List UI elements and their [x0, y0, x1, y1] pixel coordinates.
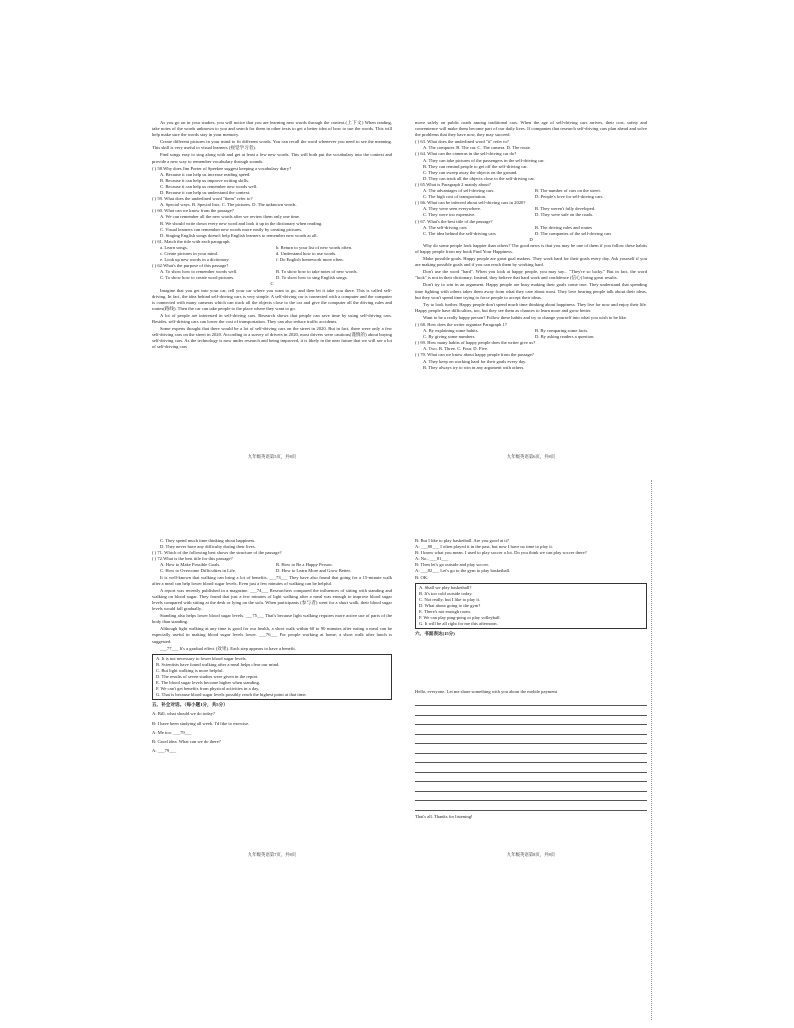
writing-closer: That's all. Thanks for listening! — [415, 813, 473, 819]
paragraph: Standing also helps lower blood sugar levels. ___75___ That's because light walking requires more active use of parts of the body than standing. — [152, 613, 392, 625]
option: B. How to Be a Happy Person. — [276, 562, 333, 568]
box-option: C. But light walking is more helpful. — [156, 667, 224, 673]
paragraph: Create different pictures in your mind to fit different words. You can recall the word whenever you need to see the meaning. This skill is very useful to visual learners (视觉学习者). — [152, 139, 392, 151]
page-footer: 九年级英语第8页，共8页 — [506, 851, 556, 857]
option: D. They were safe on the roads. — [535, 212, 594, 218]
box-option: C. Not really, but I like to play it. — [419, 596, 481, 602]
option: C. How to Overcome Difficulties in Life. — [160, 568, 236, 574]
match-item: a. Learn songs. — [160, 244, 188, 250]
page-8 — [415, 538, 647, 858]
option: D. Because it can help us understand the context. — [160, 190, 251, 196]
dialogue-line: B: OK. — [415, 574, 429, 580]
question-71: ( ) 71. Which of the following best shows the structure of the passage? — [152, 550, 282, 556]
option: A. Special ways. B. Special lists. C. The pictures. D. The unknown words. — [160, 202, 297, 208]
box-option: D. The results of seven studies were given in the report. — [156, 673, 259, 679]
question-60: ( ) 60. What can we know from the passage? — [152, 208, 234, 214]
box-option: G. That is because blood sugar levels possibly reach the highest point at that time. — [156, 692, 307, 698]
question-65: ( ) 65.What is Paragraph 2 mainly about? — [415, 181, 491, 187]
section-heading: 五、补全对话。（每小题1分，共5分） — [152, 702, 228, 708]
question-64: ( ) 64. What can the cameras in the self-driving car do? — [415, 151, 517, 157]
option: B. The number of cars on the street. — [535, 188, 601, 194]
option: A. Because it can help us increase reading speed. — [160, 171, 251, 177]
passage-letter: D — [529, 236, 533, 242]
dialogue-line: B: I know what you mean. I used to play soccer a lot. Do you think we can play soccer there? — [415, 550, 587, 556]
dialogue-line: A: ___82___ Let's go to the gym to play basketball. — [415, 568, 511, 574]
dialogue-line: A: Me too. ___79___ — [152, 729, 192, 735]
option: A. They were seen everywhere. — [423, 206, 482, 212]
question-62: ( ) 62.What's the purpose of this passage? — [152, 263, 229, 269]
question-72: ( ) 72.What is the best title for this passage? — [152, 556, 233, 562]
option: A. They keep on working hard for their goals every day. — [423, 358, 527, 364]
writing-opener: Hello, everyone. Let me share something with you about the mobile payment — [415, 689, 557, 695]
page-5 — [152, 120, 392, 460]
option: D. How to Learn More and Grow Better. — [276, 568, 351, 574]
option: B. They can remind people to get off the self-driving car. — [423, 163, 528, 169]
option: D. By asking readers a question. — [535, 334, 595, 340]
box-option: G. It will be all right for me this afternoon. — [419, 621, 498, 627]
option: B. They weren't fully developed. — [535, 206, 596, 212]
section-heading: 六、书面表达(15分) — [415, 631, 455, 637]
option: C. Because it can help us remember new words well. — [160, 183, 258, 189]
paragraph: Want to be a really happy person? Follow these habits and try to change yourself into what you wish to be like. — [423, 314, 628, 320]
paragraph: Some experts thought that there would be a lot of self-driving cars on the street in 2020. But in fact, there were only a few self-driving cars on the street in 2020. According to a survey of drivers in 2020, most drivers were cautious(谨慎的) about buying self-driving cars. As the technology is now under research and being improved, it is likely in the near future that we will see a lot of self-driving cars — [152, 326, 392, 350]
option: B. By comparing some facts. — [535, 328, 589, 334]
option: C. The idea behind the self-driving cars — [423, 230, 496, 236]
option: D. People's love for self-driving cars. — [535, 194, 604, 200]
page-footer: 九年级英语第6页，共8页 — [506, 453, 556, 459]
option: B. We should write down every new word and look it up in the dictionary when reading. — [160, 220, 323, 226]
option: C. They spend much time thinking about happiness. — [160, 538, 256, 543]
options-box — [152, 654, 392, 701]
option: C. They were too expensive. — [423, 212, 476, 218]
options-grid — [160, 562, 392, 574]
option: A. The computer. B. The car. C. The camera. D. The route. — [423, 145, 531, 151]
paragraph: It is well-known that walking can bring a lot of benefits. ___73___ They have also found that going for a 15-minute walk after a meal can help lower blood sugar levels. Even just a few minutes of walking can be helpful. — [152, 574, 392, 586]
option: C. By giving some numbers. — [423, 334, 476, 340]
option: D. They never have any difficulty during their lives. — [160, 544, 256, 550]
paragraph: A lot of people are interested in self-driving cars. Research shows that people can save time by using self-driving cars. Besides, self-driving cars can lower the cost of transportation. They can also reduce traffic accidents. — [152, 312, 392, 324]
dialogue-line: A: ___79___ — [152, 747, 177, 753]
question-67: ( ) 67. What's the best title of the passage? — [415, 218, 493, 224]
cut-line — [651, 480, 652, 1020]
option: A. They can take pictures of the passengers in the self-driving car. — [423, 157, 545, 163]
page-7 — [152, 538, 392, 858]
option: A. Two. B. Three. C. Four. D. Five. — [423, 346, 489, 352]
paragraph: Although light walking at any time is good for our health, a short walk within 60 to 90 minutes after eating a meal can be especially useful in making blood sugar levels lower. ___76___ For people working at home, a short walk after lunch is suggested. — [152, 626, 392, 644]
match-table — [160, 245, 392, 263]
option: A. To show how to remember words well. — [160, 269, 238, 275]
box-option: B. Scientists have found walking after a meal helps clear our mind. — [156, 661, 280, 667]
option: B. Because it can help us improve writing skills. — [160, 177, 250, 183]
page-6 — [415, 120, 647, 460]
passage-letter: C — [270, 281, 274, 287]
option: C. They can sweep away the objects on the ground. — [423, 169, 518, 175]
question-61: ( ) 61. Match the title with each paragraph. — [152, 238, 231, 244]
box-option: F. We can play ping-pong or play volleyball. — [419, 615, 501, 621]
box-option: F. We can't get benefits from physical activities in a day. — [156, 686, 260, 692]
paragraph: As you go on in your studies, you will notice that you are learning new words through the context.(上下文) When reading, take notes of the words unknown to you and search for them in other texts to get a better idea of how to use the words. This will help make sure the words stay in your memory. — [152, 120, 392, 138]
option: B. The driving rules and routes — [535, 224, 593, 230]
box-option: E. There's not enough room. — [419, 609, 472, 615]
box-option: B. It's too cold outside today. — [419, 590, 473, 596]
box-option: A. It is not necessary to lower blood sugar levels. — [156, 655, 247, 661]
paragraph: move safely on public roads among traditional cars. When the age of self-driving cars arrives, their cost, safety and convenience will make them become part of our daily lives. If companies that research self-driving cars plan ahead and solve the problems that they have now, they may succeed. — [415, 120, 647, 138]
dialogue-line: A: Bill, what should we do today? — [152, 711, 215, 717]
question-63: ( ) 63. What does the underlined word "it" refer to? — [415, 139, 509, 145]
match-item: e. Look up new words in a dictionary. — [160, 257, 230, 263]
question-59: ( ) 59. What does the underlined word "them" refer to? — [152, 196, 253, 202]
dialogue-line: B: Then let's go outside and play soccer. — [415, 562, 489, 568]
match-item: c. Create pictures in your mind. — [160, 250, 219, 256]
option: B. They always try to win in any argument with others. — [423, 364, 525, 370]
page-footer: 九年级英语第7页，共8页 — [247, 851, 297, 857]
option: A. The self-driving cars — [423, 224, 467, 230]
paragraph: Don't try to win in an argument. Happy people are busy making their goals come true. They understand that spending time fighting with others takes them away from what they care about most. They love hearing people talk about their ideas, but they won't spend time trying to force people to accept their ideas. — [415, 282, 647, 300]
dialogue-line: B: But I like to play basketball. Are you good at it? — [415, 538, 509, 543]
paragraph: Imagine that you get into your car, tell your car where you want to go, and then let it take you there. This is called self-driving. In fact, the idea behind self-driving cars is very simple. A self-driving car is connected with a computer and the computer is connected with many cameras which can track all the objects close to the car and give the computer all the driving rules and routes(路线). Then the car can take people to the place where they want to go. — [152, 287, 392, 311]
dialogue-line: B: I have been studying all week. I'd like to exercise. — [152, 720, 250, 726]
question-69: ( ) 69. How many habits of happy people does the writer give us? — [415, 340, 536, 346]
option: D. To show how to sing English songs. — [276, 275, 348, 281]
box-option: E. The blood sugar levels become higher when standing. — [156, 680, 261, 686]
paragraph: A report was recently published in a magazine. ___74___ Researchers compared the influences of sitting with standing and walking on blood sugar. They found that just a few minutes of light walking after a meal was enough to improve blood sugar levels compared with sitting at the desk or lying on the sofa. When participants (参与者) went for a short walk, their blood sugar levels would fall gradually. — [152, 587, 392, 612]
paragraph: Make possible goals. Happy people are great goal makers. They work hard for their goals every day. Ask yourself if you are making possible goals and if you can reach them by working hard. — [415, 256, 647, 268]
paragraph: Don't use the word "hard". When you look at happy people, you may say... "They're so lucky." But in fact, the word "luck" is not in their dictionary. Instead, they believe that hard work and confidence (信心) bring great results. — [415, 269, 647, 281]
paragraph: ___77___ It's a gradual effect (效果). Each step appears to have a benefit. — [160, 645, 296, 651]
option: A. How to Make Possible Goals. — [160, 562, 221, 568]
options-grid — [423, 206, 647, 218]
option: D. Singing English songs doesn't help English learners to remember new words at all. — [160, 232, 318, 238]
option: A. By explaining some habits. — [423, 328, 479, 334]
option: C. Visual learners can remember new words more easily by creating pictures. — [160, 226, 303, 232]
options-grid — [423, 225, 647, 237]
options-grid — [160, 269, 392, 281]
page-footer: 九年级英语第5页，共8页 — [247, 453, 297, 459]
dialogue-line: A: ___80___ I often played it in the past, but now I have no time to play it. — [415, 544, 553, 550]
options-box — [415, 583, 647, 630]
option: C. To show how to create word pictures. — [160, 275, 235, 281]
writing-lines[interactable] — [415, 697, 647, 811]
dialogue-line: B: Good idea. What can we do there? — [152, 738, 221, 744]
option: B. To show how to take notes of new words. — [276, 269, 358, 275]
question-68: ( ) 68. How does the writer organize Paragraph 1? — [415, 322, 507, 327]
options-grid — [423, 188, 647, 200]
box-option: A. Shall we play basketball? — [419, 584, 472, 590]
question-70: ( ) 70. What can we know about happy people from the passage? — [415, 352, 534, 358]
instructions-placeholder — [415, 637, 647, 687]
option: A. The advantages of self-driving cars. — [423, 188, 495, 194]
paragraph: Try to look further. Happy people don't spend much time thinking about happiness. They live for now and enjoy their life. Happy people have difficulties, too, but they see them as chances to learn more and grow better. — [415, 301, 647, 313]
option: C. The high cost of transportation. — [423, 194, 487, 200]
paragraph: Why do some people look happier than others? The good news is that you may be one of them if you follow these habits of happy people from my book Find Your Happiness. — [415, 242, 647, 254]
paragraph: Find songs easy to sing along with and get at least a few new words. This will both put the vocabulary into the context and provide a new way to remember vocabulary through sounds. — [152, 152, 392, 164]
question-58: ( ) 58.Why does Jim Porter of Speekee suggest keeping a vocabulary diary? — [152, 165, 292, 171]
match-item: f. Do English homework more often. — [276, 257, 344, 263]
dialogue-line: A: No., ___81___ — [415, 556, 449, 562]
option: D. The companies of the self-driving cars — [535, 230, 612, 236]
option: D. They can track all the objects close to the self-driving car. — [423, 175, 535, 181]
question-66: ( ) 66. What can be inferred about self-driving cars in 2020? — [415, 200, 526, 206]
option: A. We can remember all the new words after we review them only one time. — [160, 214, 301, 220]
options-grid — [423, 328, 647, 340]
box-option: D. What about going to the gym? — [419, 602, 481, 608]
match-item: d. Understand how to use words. — [276, 250, 337, 256]
match-item: b. Return to your list of new words often. — [276, 244, 353, 250]
